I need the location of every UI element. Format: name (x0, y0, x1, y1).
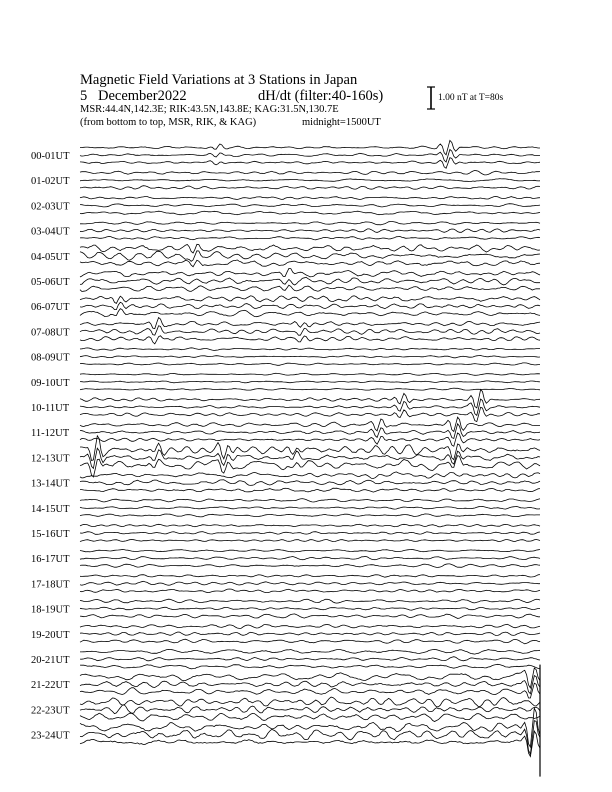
hour-label-02-03UT: 02-03UT (31, 201, 70, 213)
trace-03-04UT-RIK (80, 229, 540, 233)
trace-02-03UT-MSR (80, 211, 540, 215)
trace-16-17UT-MSR (80, 564, 540, 568)
hour-label-13-14UT: 13-14UT (31, 478, 70, 490)
scale-bar-label: 1.00 nT at T=80s (438, 93, 504, 103)
trace-04-05UT-MSR (80, 260, 540, 267)
trace-21-22UT-MSR (80, 683, 540, 698)
hour-label-15-16UT: 15-16UT (31, 529, 70, 540)
trace-19-20UT-RIK (80, 632, 540, 636)
trace-14-15UT-KAG (80, 499, 540, 502)
trace-14-15UT-MSR (80, 514, 540, 517)
hour-label-16-17UT: 16-17UT (31, 554, 70, 566)
trace-08-09UT-KAG (80, 348, 540, 351)
trace-10-11UT-MSR (80, 407, 540, 421)
date-day: 5 (80, 88, 88, 104)
hour-label-12-13UT: 12-13UT (31, 453, 70, 465)
trace-04-05UT-RIK (80, 251, 540, 261)
trace-13-14UT-RIK (80, 480, 540, 486)
hour-label-19-20UT: 19-20UT (31, 629, 70, 641)
trace-02-03UT-RIK (80, 204, 540, 207)
hour-label-group (31, 151, 70, 742)
trace-00-01UT-KAG (80, 140, 540, 154)
trace-19-20UT-MSR (80, 639, 540, 644)
trace-11-12UT-KAG (80, 417, 540, 431)
trace-00-01UT-MSR (80, 158, 540, 169)
hour-label-14-15UT: 14-15UT (31, 503, 70, 515)
hour-label-01-02UT: 01-02UT (31, 176, 70, 188)
trace-16-17UT-RIK (80, 556, 540, 559)
trace-13-14UT-KAG (80, 472, 540, 479)
hour-label-06-07UT: 06-07UT (31, 302, 70, 314)
hour-label-11-12UT: 11-12UT (31, 428, 70, 440)
trace-03-04UT-KAG (80, 222, 540, 225)
trace-03-04UT-MSR (80, 237, 540, 240)
trace-22-23UT-RIK (80, 705, 540, 714)
trace-order-note: (from bottom to top, MSR, RIK, & KAG) (80, 117, 257, 128)
hour-label-22-23UT: 22-23UT (31, 705, 70, 717)
hour-label-04-05UT: 04-05UT (31, 251, 70, 263)
hour-label-21-22UT: 21-22UT (31, 680, 70, 692)
trace-11-12UT-MSR (80, 433, 540, 446)
trace-group (80, 140, 540, 776)
trace-00-01UT-RIK (80, 150, 540, 163)
trace-01-02UT-MSR (80, 186, 540, 190)
trace-17-18UT-KAG (80, 575, 540, 578)
chart-title: Magnetic Field Variations at 3 Stations in Japan (80, 72, 358, 88)
hour-label-09-10UT: 09-10UT (31, 377, 70, 389)
trace-05-06UT-RIK (80, 277, 540, 285)
trace-12-13UT-RIK (80, 448, 540, 468)
hour-label-18-19UT: 18-19UT (31, 604, 70, 616)
trace-11-12UT-RIK (80, 424, 540, 439)
trace-06-07UT-MSR (80, 309, 540, 317)
hour-label-05-06UT: 05-06UT (31, 277, 70, 288)
trace-20-21UT-KAG (80, 649, 540, 654)
hour-label-20-21UT: 20-21UT (31, 655, 70, 666)
trace-09-10UT-MSR (80, 388, 540, 390)
quantity-filter-label: dH/dt (filter:40-160s) (258, 88, 384, 104)
date-month-year: December2022 (98, 88, 187, 104)
trace-13-14UT-MSR (80, 488, 540, 492)
trace-23-24UT-RIK (80, 721, 540, 754)
trace-08-09UT-MSR (80, 363, 540, 365)
trace-06-07UT-KAG (80, 296, 540, 304)
hour-label-07-08UT: 07-08UT (31, 327, 70, 339)
trace-05-06UT-MSR (80, 285, 540, 291)
trace-08-09UT-RIK (80, 356, 540, 358)
trace-22-23UT-MSR (80, 713, 540, 721)
trace-18-19UT-KAG (80, 599, 540, 603)
hour-label-10-11UT: 10-11UT (31, 403, 70, 414)
hour-label-23-24UT: 23-24UT (31, 730, 70, 742)
trace-23-24UT-MSR (80, 731, 540, 756)
trace-20-21UT-MSR (80, 664, 540, 669)
scale-bar-icon (426, 86, 436, 110)
trace-19-20UT-KAG (80, 624, 540, 628)
trace-05-06UT-KAG (80, 268, 540, 277)
trace-15-16UT-MSR (80, 540, 540, 542)
trace-09-10UT-KAG (80, 373, 540, 375)
trace-18-19UT-MSR (80, 614, 540, 619)
trace-14-15UT-RIK (80, 506, 540, 509)
trace-15-16UT-RIK (80, 532, 540, 535)
trace-17-18UT-MSR (80, 589, 540, 593)
trace-07-08UT-MSR (80, 336, 540, 344)
trace-01-02UT-KAG (80, 170, 540, 175)
trace-07-08UT-KAG (80, 318, 540, 329)
trace-15-16UT-KAG (80, 524, 540, 527)
trace-22-23UT-KAG (80, 697, 540, 707)
trace-01-02UT-RIK (80, 179, 540, 182)
midnight-note: midnight=1500UT (302, 117, 381, 128)
trace-06-07UT-RIK (80, 302, 540, 309)
trace-04-05UT-KAG (80, 244, 540, 253)
trace-17-18UT-RIK (80, 581, 540, 585)
trace-09-10UT-RIK (80, 381, 540, 383)
hour-label-00-01UT: 00-01UT (31, 151, 70, 162)
trace-20-21UT-RIK (80, 657, 540, 661)
hour-label-08-09UT: 08-09UT (31, 352, 70, 364)
trace-10-11UT-KAG (80, 390, 540, 408)
trace-02-03UT-KAG (80, 197, 540, 200)
hour-label-17-18UT: 17-18UT (31, 579, 70, 591)
hour-label-03-04UT: 03-04UT (31, 226, 70, 238)
station-coordinates: MSR:44.4N,142.3E; RIK:43.5N,143.8E; KAG:31.5N,130.7E (80, 104, 339, 115)
trace-16-17UT-KAG (80, 549, 540, 552)
trace-18-19UT-RIK (80, 607, 540, 610)
